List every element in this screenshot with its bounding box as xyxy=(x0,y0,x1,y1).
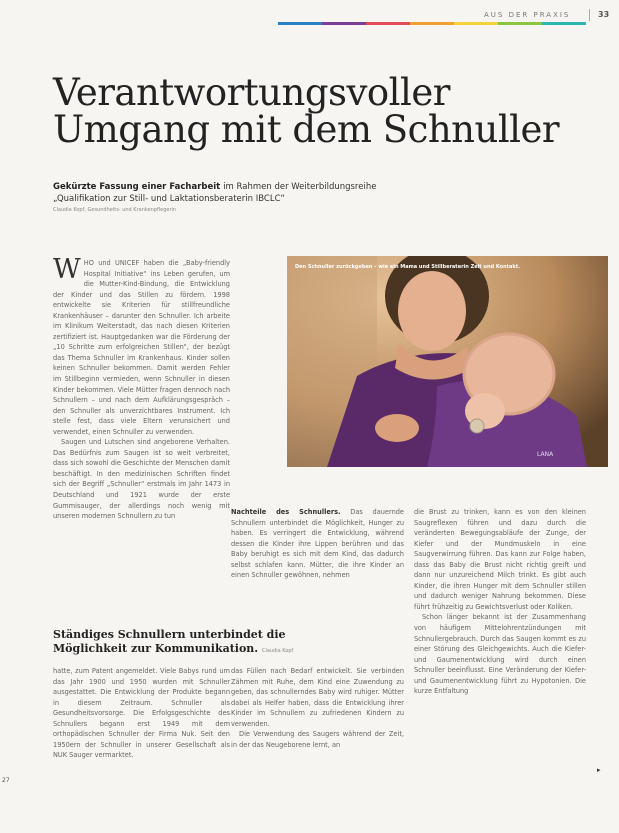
heading-line-1: Ständiges Schnullern unterbindet die xyxy=(53,628,286,641)
section-heading xyxy=(53,628,453,658)
article-subtitle xyxy=(53,181,433,205)
column-2 xyxy=(231,507,404,617)
colorbar-segment xyxy=(278,22,322,25)
byline: Claudia Kopf, Gesundheits- und Krankenpflegerin xyxy=(53,207,177,213)
article-title xyxy=(53,71,593,151)
intro-paragraph xyxy=(53,258,230,437)
section-label: AUS DER PRAXIS xyxy=(484,11,571,19)
page-number: 33 xyxy=(598,10,610,19)
header-colorbar xyxy=(278,22,586,25)
photo-caption: Den Schnuller zurückgeben – wie ein Mama und Stillberaterin Zeit und Kontakt. xyxy=(295,264,521,270)
title-line-2: Umgang mit dem Schnuller xyxy=(53,108,560,151)
heading-line-2: Möglichkeit zur Kommunikation. xyxy=(53,641,259,655)
section-2-column-b xyxy=(231,666,404,812)
column-3-text-2: Schon länger bekannt ist der Zusammenhang von häufigem Mittelohrentzündungen mit Schnullergebrauch. Durch das Saugen kommt es zu einer Störung des Gleichgewichts. Auch die Kiefer- und Gaumenentwicklung wird durch einen Schnuller beeinflusst. Eine Veränderung der Kiefer- und Gaumenentwicklung führt zu Hypotonien. Die kurze Entfaltung xyxy=(414,613,586,696)
subsection-lead: Nachteile des Schnullers. xyxy=(231,508,341,516)
subtitle-rest: im Rahmen der Weiterbildungsreihe xyxy=(223,182,377,192)
colorbar-segment xyxy=(542,22,586,25)
colorbar-segment xyxy=(498,22,542,25)
sling-label: LANA xyxy=(537,451,554,458)
crop-mark: 27 xyxy=(2,777,10,784)
title-line-1: Verantwortungsvoller xyxy=(53,71,450,114)
section-2-column-b-text-2: Die Verwendung des Saugers während der Zeit, in der das Neugeborene lernt, an xyxy=(231,730,404,749)
colorbar-segment xyxy=(366,22,410,25)
colorbar-segment xyxy=(322,22,366,25)
column-1 xyxy=(53,258,230,618)
column-3-text: die Brust zu trinken, kann es von den kleinen Saugreflexen führen und dazu durch die veränderten Bewegungsabläufe der Zunge, der Kiefer und der Mundmuskeln in eine Saugverwirrung führen. Das kann zur Folge haben, dass das Baby die Brust nicht richtig greift und dann nur unzureichend Milch trinkt. Es gibt auch Kinder, die ihren Hunger mit dem Schnuller stillen und dadurch weniger Nahrung bekommen. Diese führt frühzeitig zu Gewichtsverlust oder Koliken. xyxy=(414,508,586,611)
paragraph-2: Saugen und Lutschen sind angeborene Verhalten. Das Bedürfnis zum Saugen ist so weit verbreitet, dass sich sowohl die Geschichte der Menschen damit beschäftigt. In den medizinischen Schriften findet sich der Begriff „Schnuller“ erstmals im Jahr 1473 in Deutschland und 1921 wurde der erste Gummisauger, der allerdings noch wenig mit unseren modernen Schnullern zu tun xyxy=(53,438,230,521)
header-separator xyxy=(589,9,590,21)
colorbar-segment xyxy=(454,22,498,25)
heading-author: Claudia Kopf xyxy=(261,647,294,654)
column-2-text: Das dauernde Schnullern unterbindet die Möglichkeit, Hunger zu haben. Es verringert die Entwicklung, während dessen die Kinder ihre Lippen berühren und das Baby beruhigt es sich mit dem Kind, das dadurch selbst schlafen kann. Mütter, die ihre Kinder an einen Schnuller gewöhnen, nehmen xyxy=(231,508,404,580)
section-2-column-a-text: hatte, zum Patent angemeldet. Viele Babys rund um das Jahr 1900 und 1950 wurden mit Schnuller ausgestattet. Die Entwicklung der Produkte begann in diesem Zeitraum. Schnuller als Gesundheitsvorsorge. Die Erfolgsgeschichte des Schnullers begann erst 1949 mit dem orthopädischen Schnuller der Firma Nuk. Seit den 1950ern der Schnuller in unserer Gesellschaft als NUK Sauger vermarktet. xyxy=(53,667,230,760)
photo-illustration xyxy=(287,256,608,467)
section-2-column-a xyxy=(53,666,230,812)
article-photo xyxy=(287,256,608,467)
intro-text: HO und UNICEF haben die „Baby-friendly Hospital Initiative“ ins Leben gerufen, um die Mutter-Kind-Bindung, die Entwicklung der Kinder und das Stillen zu fördern. 1998 entwickelte sie Kriterien für stillfreundliche Krankenhäuser – darunter den Schnuller. Ich arbeite im Klinikum Weiterstadt, das nach diesen Kriterien zertifiziert ist. Hauptgedanken war die Förderung der „10 Schritte zum erfolgreichen Stillen“, der bezügt das Thema Schnuller im Krankenhaus. Kinder sollen keinen Schnuller bekommen. Damit werden Fehler im Stillbeginn vermieden, wenn Schnuller in diesen Kinder bekommen. Viele Mütter fragen dennoch nach Schnullern – und nach dem Aufklärungsgespräch – den Schnuller als unverzichtbares Instrument. Ich stelle fest, dass viele Eltern verunsichert und verwendet, einen Schnuller zu verwenden. xyxy=(53,259,230,436)
subtitle-bold: Gekürzte Fassung einer Facharbeit xyxy=(53,182,221,192)
section-2-column-b-text: das Füllen nach Bedarf entwickelt. Sie verbinden Zähmen mit Ruhe, dem Kind eine Zuwendung zu geben, das schnullerndes Baby wird ruhiger. Mütter dabei als Helfer haben, dass die Entwicklung ihrer Kinder im Schnullern zu zufriedenen Kindern zu verwenden. xyxy=(231,667,404,728)
drop-cap: W xyxy=(53,258,81,285)
column-3 xyxy=(414,507,586,812)
colorbar-segment xyxy=(410,22,454,25)
subtitle-line-2: „Qualifikation zur Still- und Laktationsberaterin IBCLC“ xyxy=(53,194,285,204)
continue-marker: ▸ xyxy=(597,766,601,774)
